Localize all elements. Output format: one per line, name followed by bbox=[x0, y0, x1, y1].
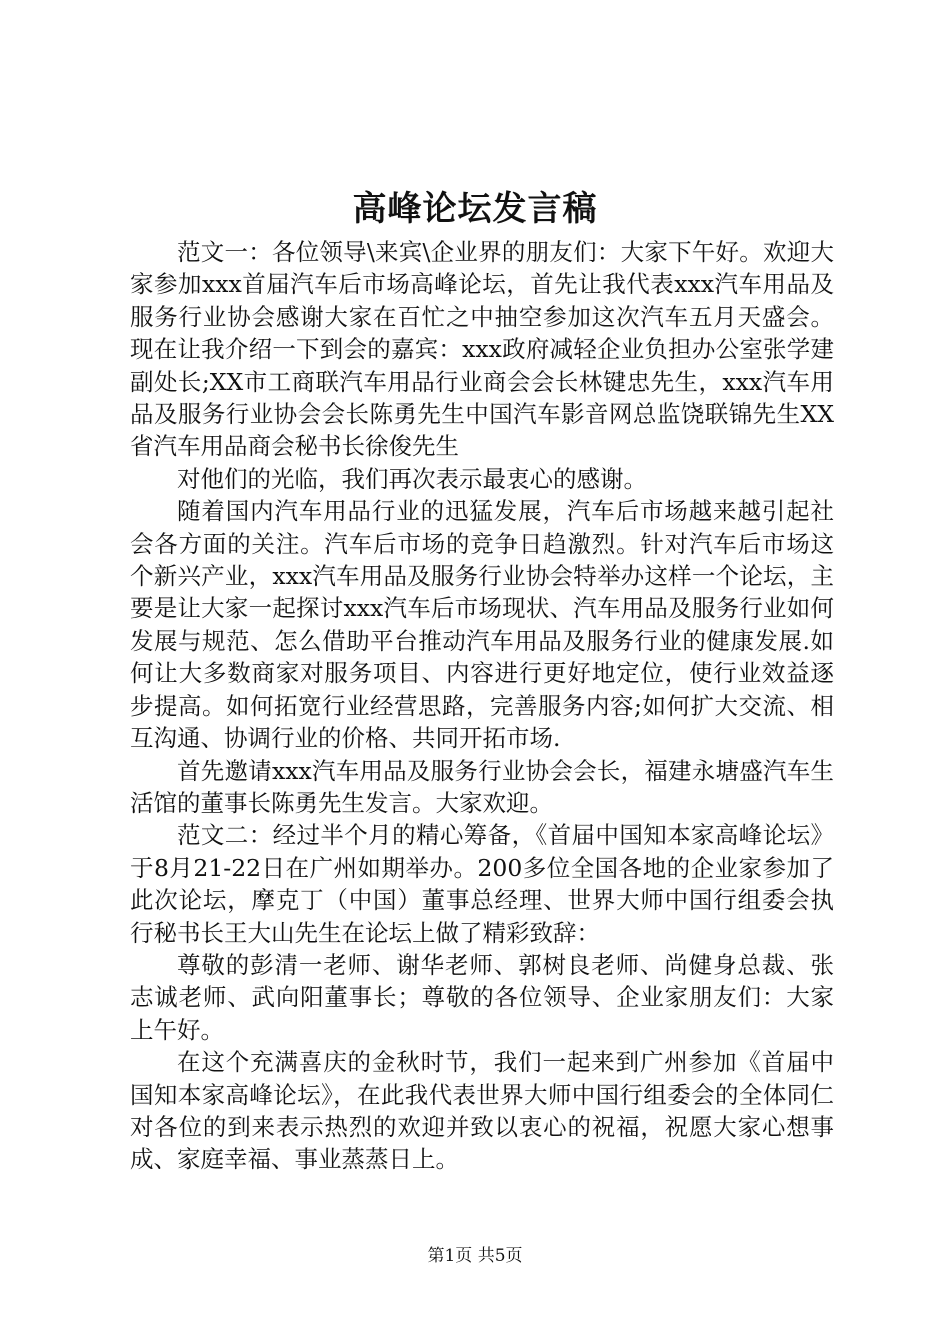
paragraph-3: 随着国内汽车用品行业的迅猛发展，汽车后市场越来越引起社会各方面的关注。汽车后市场的竞争日趋激烈。针对汽车后市场这个新兴产业，xxx汽车用品及服务行业协会特举办这样一个论坛，主要是让大家一起探讨xxx汽车后市场现状、汽车用品及服务行业如何发展与规范、怎么借助平台推动汽车用品及服务行业的健康发展.如何让大多数商家对服务项目、内容进行更好地定位，使行业效益逐步提高。如何拓宽行业经营思路，完善服务内容;如何扩大交流、相互沟通、协调行业的价格、共同开拓市场. bbox=[130, 497, 834, 753]
paragraph-7: 在这个充满喜庆的金秋时节，我们一起来到广州参加《首届中国知本家高峰论坛》，在此我代表世界大师中国行组委会的全体同仁对各位的到来表示热烈的欢迎并致以衷心的祝福，祝愿大家心想事成、家庭幸福、事业蒸蒸日上。 bbox=[130, 1048, 834, 1174]
document-title: 高峰论坛发言稿 bbox=[352, 189, 598, 229]
paragraph-4: 首先邀请xxx汽车用品及服务行业协会会长，福建永塘盛汽车生活馆的董事长陈勇先生发言。大家欢迎。 bbox=[130, 756, 834, 817]
document-body bbox=[130, 236, 834, 1176]
paragraph-6: 尊敬的彭清一老师、谢华老师、郭树良老师、尚健身总裁、张志诚老师、武向阳董事长；尊敬的各位领导、企业家朋友们：大家上午好。 bbox=[130, 950, 834, 1044]
page-footer: 第1页 共5页 bbox=[427, 1246, 523, 1266]
paragraph-1: 范文一：各位领导\来宾\企业界的朋友们：大家下午好。欢迎大家参加xxx首届汽车后市场高峰论坛，首先让我代表xxx汽车用品及服务行业协会感谢大家在百忙之中抽空参加这次汽车五月天盛会。现在让我介绍一下到会的嘉宾：xxx政府减轻企业负担办公室张学建副处长;XX市工商联汽车用品行业商会会长林键忠先生，xxx汽车用品及服务行业协会会长陈勇先生中国汽车影音网总监饶联锦先生XX省汽车用品商会秘书长徐俊先生 bbox=[130, 238, 834, 461]
paragraph-5: 范文二：经过半个月的精心筹备，《首届中国知本家高峰论坛》于8月21-22日在广州如期举办。200多位全国各地的企业家参加了此次论坛，摩克丁（中国）董事总经理、世界大师中国行组委会执行秘书长王大山先生在论坛上做了精彩致辞： bbox=[130, 821, 834, 947]
paragraph-2: 对他们的光临，我们再次表示最衷心的感谢。 bbox=[177, 464, 647, 493]
